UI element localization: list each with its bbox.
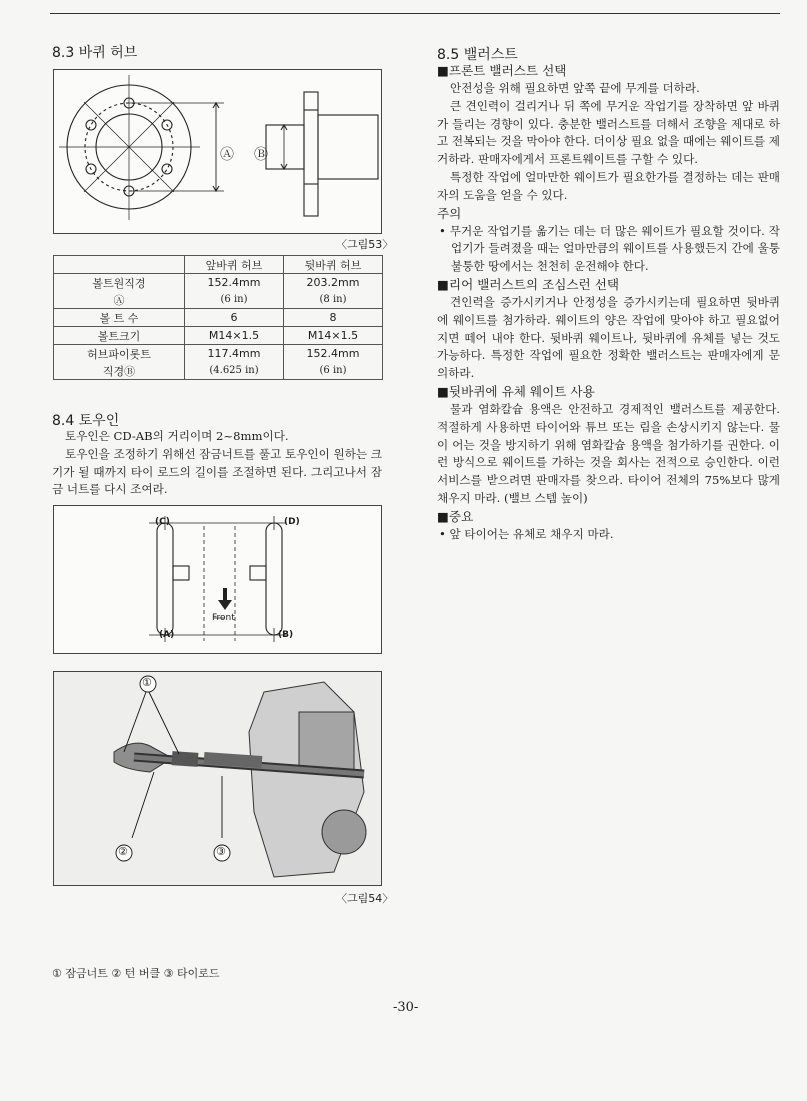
section-8-4-title: 8.4 토우인 [52, 413, 120, 429]
figure-54-caption: 〈그림54〉 [336, 892, 394, 905]
right-hub [250, 566, 266, 580]
section-8-5-title: 8.5 밸러스트 [437, 47, 518, 63]
table-header-row [54, 256, 383, 274]
dimension-label-a: Ⓐ [220, 147, 234, 163]
front-ballast-p2: 큰 견인력이 걸리거나 뒤 쪽에 무거운 작업기를 장착하면 앞 바퀴가 들리는 경향이 있다. 충분한 밸러스트를 더해서 조향을 제대로 하고 전복되는 것을 막아야 한다. 더이상 필요 없을 때에는 웨이트를 제거하라. 판매자에게서 프론트웨이트를 구할 수 있다. [437, 98, 780, 167]
rear-ballast-heading: ■리어 밸러스트의 조심스런 선택 [437, 276, 620, 292]
toe-label-b: (B) [278, 630, 294, 640]
table-cell-rear: (6 in) [284, 362, 383, 380]
toe-in-definition: 토우인은 CD-AB의 거리이며 2~8mm이다. [65, 429, 289, 443]
table-cell-front: 6 [185, 309, 284, 327]
important-heading: ■중요 [437, 508, 474, 524]
table-header-blank [54, 256, 185, 274]
hub-spec-table [53, 255, 383, 380]
table-row [54, 274, 383, 292]
left-tire [157, 523, 173, 635]
table-cell-front: M14×1.5 [185, 327, 284, 345]
callout-3: ③ [216, 845, 226, 858]
knuckle-round [322, 810, 366, 854]
front-direction-label: Front [212, 613, 235, 623]
table-cell-rear: 152.4mm [284, 345, 383, 363]
steering-box [299, 712, 354, 772]
section-8-5-body [437, 62, 780, 544]
figure-53-caption: 〈그림53〉 [336, 238, 394, 251]
front-ballast-p1: 안전성을 위해 필요하면 앞쪽 끝에 무게를 더하라. [450, 81, 700, 95]
table-cell-front: 117.4mm [185, 345, 284, 363]
table-cell-rear: M14×1.5 [284, 327, 383, 345]
rear-ballast-p1: 견인력을 증가시키거나 안정성을 증가시키는데 필요하면 뒷바퀴에 웨이트를 첨가하라. 웨이트의 양은 작업에 맞아야 하고 필요없어지면 떼어 내야 한다. 뒷바퀴 웨이트나, 뒷바퀴에 유체를 넣는 것도 가능하다. 특정한 작업에 필요한 정확한 밸러스트는 판매자에게 문의하라. [437, 294, 780, 381]
tie-rod-photo [53, 671, 382, 886]
section-8-3-title: 8.3 바퀴 허브 [52, 45, 138, 61]
table-row [54, 362, 383, 380]
table-cell-rear: 203.2mm [284, 274, 383, 292]
right-tire [266, 523, 282, 635]
front-ballast-heading: ■프론트 밸러스트 선택 [437, 63, 567, 78]
toe-label-d: (D) [284, 517, 300, 527]
caution-bullet: • 무거운 작업기를 옮기는 데는 더 많은 웨이트가 필요할 것이다. 작업기가 들려졌을 때는 얼마만큼의 웨이트를 사용했든지 간에 울퉁불퉁한 땅에서는 천천히 운전해야 한다. [439, 223, 780, 274]
fluid-ballast-heading: ■뒷바퀴에 유체 웨이트 사용 [437, 383, 595, 399]
table-row [54, 327, 383, 345]
left-hub [173, 566, 189, 580]
table-header-front-hub: 앞바퀴 허브 [185, 256, 284, 274]
dimension-label-b: Ⓑ [254, 147, 268, 163]
table-cell-front: 152.4mm [185, 274, 284, 292]
table-cell-front: (6 in) [185, 291, 284, 309]
hub-side-view [266, 92, 378, 216]
front-ballast-p3: 특정한 작업에 얼마만한 웨이트가 필요한가를 결정하는 데는 판매자의 도움을 얻을 수 있다. [437, 169, 780, 202]
top-rule [50, 13, 780, 14]
table-cell-label: 허브파이롯트 [54, 345, 185, 363]
rear-ballast-text [437, 294, 780, 383]
table-cell-rear: 8 [284, 309, 383, 327]
table-cell-label: 볼트원직경 [54, 274, 185, 292]
table-row [54, 309, 383, 327]
callout-1: ① [142, 676, 152, 689]
toe-label-a: (A) [159, 630, 175, 640]
front-arrow-shaft [223, 588, 227, 602]
callout-2: ② [118, 845, 128, 858]
front-arrow-head [218, 600, 232, 610]
figure-53-hub-diagram [53, 69, 382, 234]
table-row [54, 345, 383, 363]
table-cell-rear: (8 in) [284, 291, 383, 309]
table-cell-label: 볼 트 수 [54, 309, 185, 327]
lock-nut [172, 751, 199, 767]
table-cell-label: Ⓐ [54, 291, 185, 309]
fluid-ballast-text [437, 401, 780, 508]
caution-title: 주의 [437, 205, 462, 221]
important-bullet: • 앞 타이어는 유체로 채우지 마라. [439, 526, 614, 541]
table-header-rear-hub: 뒷바퀴 허브 [284, 256, 383, 274]
fluid-ballast-p1: 물과 염화칼슘 용액은 안전하고 경제적인 밸러스트를 제공한다. 적절하게 사용하면 타이어와 튜브 또는 림을 손상시키지 않는다. 물이 어는 것을 방지하기 위해 염화칼슘 용액을 첨가하기를 권한다. 이런 방식으로 웨이트를 가하는 것을 회사는 전적으로 승인한다. 이런 서비스를 받으려면 판매자를 찾으라. 타이어 전체의 75%보다 많게 채우지 마라. (밸브 스템 높이) [437, 401, 780, 505]
front-ballast-text [437, 80, 780, 205]
toe-in-drawing [54, 506, 381, 653]
table-cell-front: (4.625 in) [185, 362, 284, 380]
toe-label-c: (C) [155, 517, 170, 527]
page-number: -30- [393, 1000, 419, 1015]
hub-drawing [54, 70, 381, 233]
toe-in-adjustment: 토우인을 조정하기 위해선 잠금너트를 풀고 토우인이 원하는 크기가 될 때까지 타이 로드의 길이를 조절하면 된다. 그리고나서 잠금 너트를 다시 조여라. [52, 446, 382, 497]
section-8-4-body [52, 428, 382, 499]
table-cell-label: 볼트크기 [54, 327, 185, 345]
table-row [54, 291, 383, 309]
toe-in-diagram [53, 505, 382, 654]
figure-54-legend: ① 잠금너트 ② 턴 버클 ③ 타이로드 [52, 967, 220, 980]
table-cell-label: 직경Ⓑ [54, 362, 185, 380]
